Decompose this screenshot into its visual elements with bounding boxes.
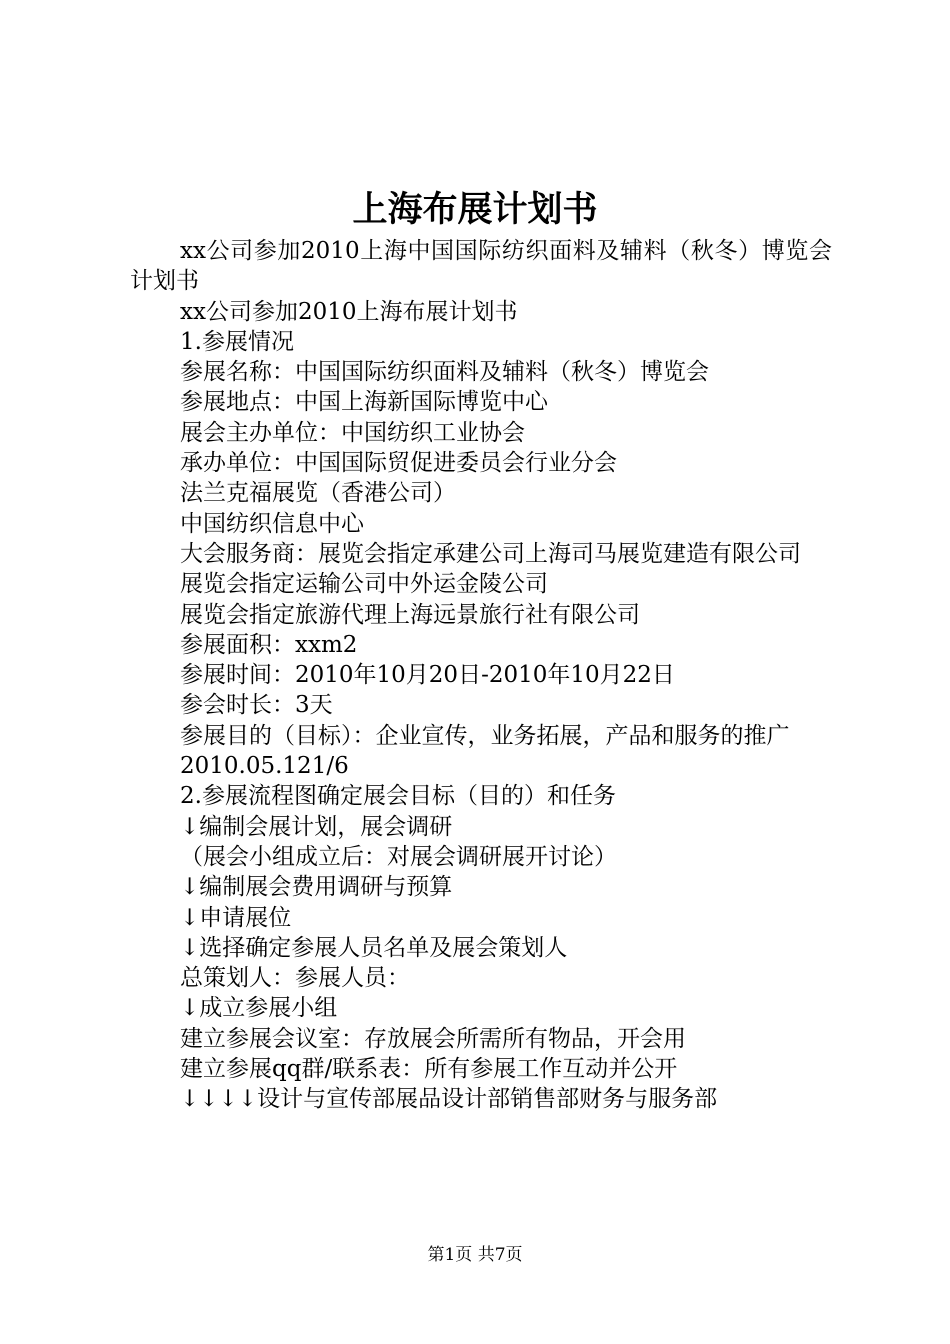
paragraph-section-1: 1.参展情况 bbox=[180, 328, 294, 355]
paragraph-flow-staff: ↓选择确定参展人员名单及展会策划人 bbox=[180, 934, 568, 961]
paragraph-messe-frankfurt: 法兰克福展览（香港公司） bbox=[180, 480, 456, 507]
paragraph-intro-title: xx公司参加2010上海中国国际纺织面料及辅料（秋冬）博览会计划书 bbox=[130, 238, 832, 295]
paragraph-qq-group: 建立参展qq群/联系表：所有参展工作互动并公开 bbox=[180, 1056, 678, 1083]
paragraph-departments: ↓↓↓↓设计与宣传部展品设计部销售部财务与服务部 bbox=[180, 1086, 718, 1113]
paragraph-flow-plan: ↓编制会展计划，展会调研 bbox=[180, 813, 453, 840]
paragraph-info-center: 中国纺织信息中心 bbox=[180, 510, 364, 537]
paragraph-travel-agent: 展览会指定旅游代理上海远景旅行社有限公司 bbox=[180, 601, 640, 628]
paragraph-flow-booth: ↓申请展位 bbox=[180, 904, 292, 931]
paragraph-exhibition-name: 参展名称：中国国际纺织面料及辅料（秋冬）博览会 bbox=[180, 359, 709, 386]
paragraph-exhibition-venue: 参展地点：中国上海新国际博览中心 bbox=[180, 389, 548, 416]
paragraph-planner: 总策划人：参展人员： bbox=[180, 965, 410, 992]
paragraph-service-provider: 大会服务商：展览会指定承建公司上海司马展览建造有限公司 bbox=[180, 540, 801, 567]
paragraph-co-organizer: 承办单位：中国国际贸促进委员会行业分会 bbox=[180, 450, 617, 477]
paragraph-meeting-room: 建立参展会议室：存放展会所需所有物品，开会用 bbox=[180, 1025, 686, 1052]
document-body bbox=[130, 236, 832, 1115]
paragraph-flow-budget: ↓编制展会费用调研与预算 bbox=[180, 874, 453, 901]
page-footer: 第1页 共7页 bbox=[427, 1245, 523, 1265]
paragraph-flow-note: （展会小组成立后：对展会调研展开讨论） bbox=[180, 843, 617, 870]
page-title: 上海布展计划书 bbox=[352, 189, 598, 230]
paragraph-plan-title: xx公司参加2010上海布展计划书 bbox=[180, 298, 518, 325]
paragraph-flow-team: ↓成立参展小组 bbox=[180, 995, 338, 1022]
paragraph-duration: 参会时长：3天 bbox=[180, 692, 333, 719]
paragraph-date-stamp: 2010.05.121/6 bbox=[180, 753, 349, 780]
paragraph-section-2: 2.参展流程图确定展会目标（目的）和任务 bbox=[180, 783, 616, 810]
paragraph-purpose: 参展目的（目标）：企业宣传，业务拓展，产品和服务的推广 bbox=[180, 722, 790, 749]
paragraph-dates: 参展时间：2010年10月20日-2010年10月22日 bbox=[180, 662, 675, 689]
paragraph-transport: 展览会指定运输公司中外运金陵公司 bbox=[180, 571, 548, 598]
paragraph-area: 参展面积：xxm2 bbox=[180, 631, 358, 658]
paragraph-organizer: 展会主办单位：中国纺织工业协会 bbox=[180, 419, 525, 446]
